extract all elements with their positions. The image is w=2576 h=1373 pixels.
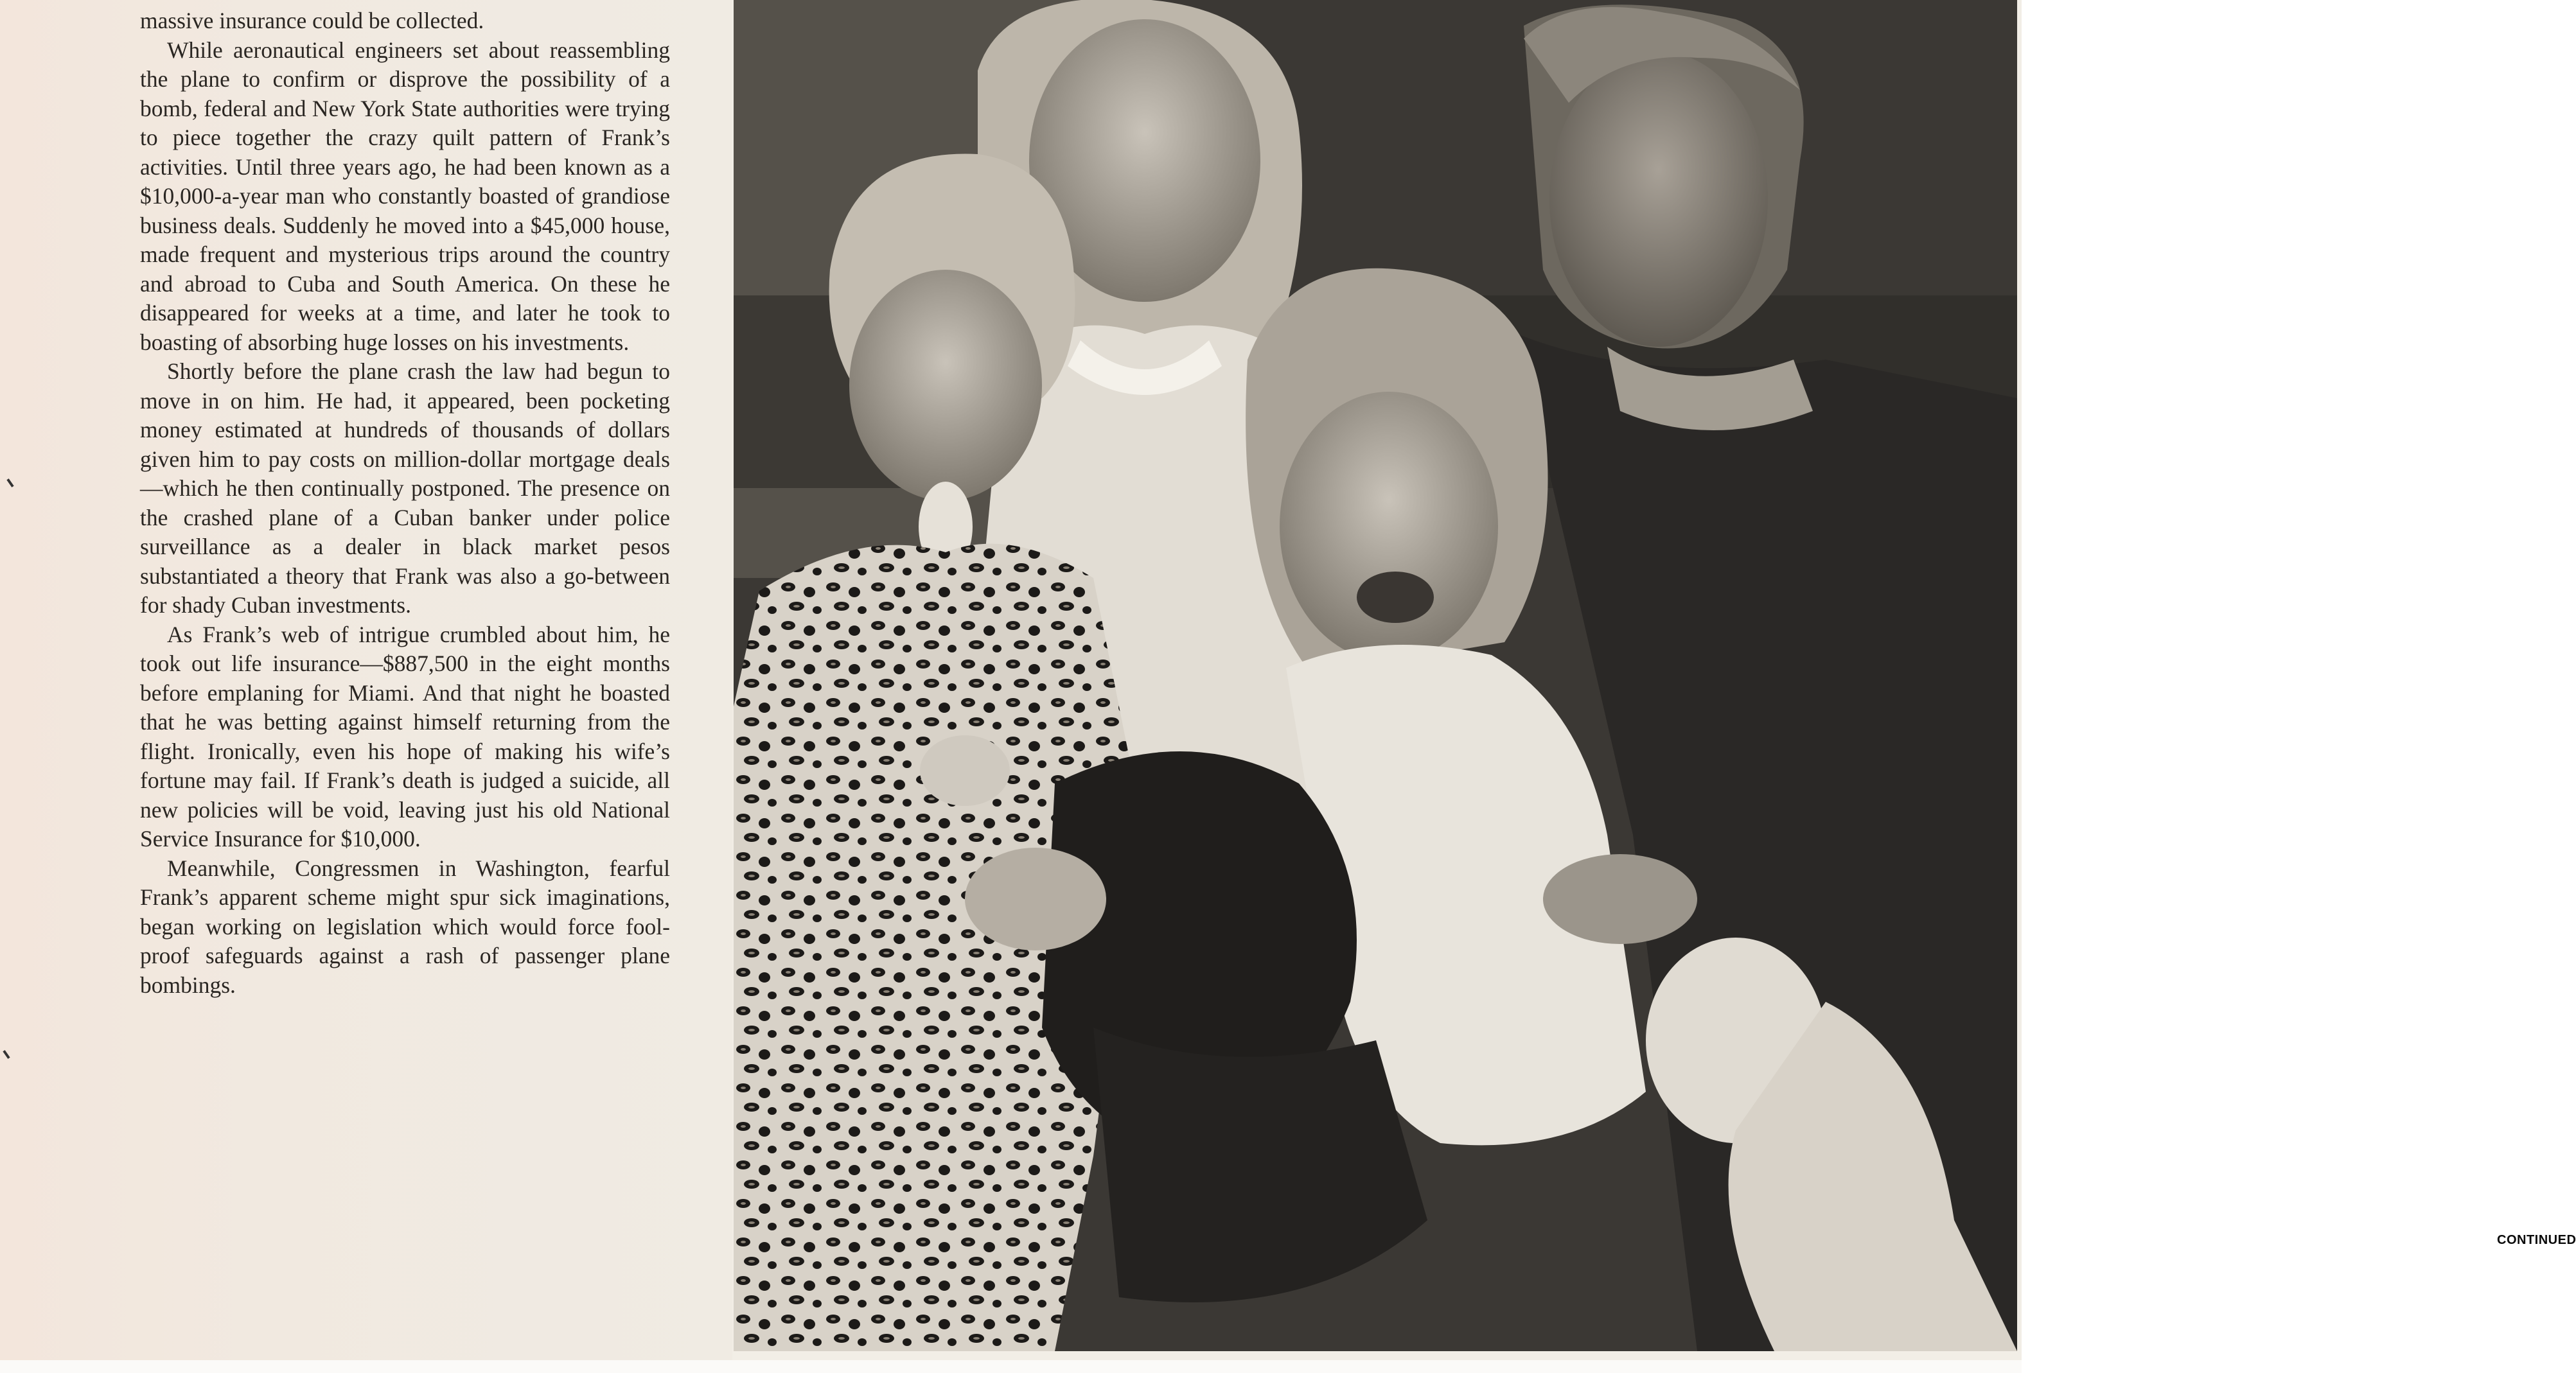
article-paragraph-3: Shortly before the plane crash the law had begun to move in on him. He had, it appeared, been pocketing money estimated at hundreds of thousands of dollars given him to pay costs on million-dollar mortgage deals—which he then continually postponed. The presence on the crashed plane of a Cuban banker under police surveillance as a dealer in black market pesos substantiated a theory that Frank was also a go-between for shady Cuban investments. — [140, 358, 670, 618]
page-edge-mark — [6, 478, 13, 487]
family-photograph — [734, 0, 2576, 1351]
article-paragraph-1: massive insurance could be collected. — [140, 8, 484, 33]
page-edge-mark — [3, 1050, 10, 1059]
article-paragraph-2: While aeronautical engineers set about reassembling the plane to confirm or disprove the possibility of a bomb, federal and New York State authorities were trying to piece together the crazy quilt pattern of Frank’s activities. Until three years ago, he had been known as a $10,000-a-year man who constantly boasted of grandiose business deals. Suddenly he moved into a $45,000 house, made frequent and mysterious trips around the country and abroad to Cuba and South America. On these he disappeared for weeks at a time, and later he took to boasting of absorbing huge losses on his investments. — [140, 37, 670, 355]
photograph-illustration — [734, 0, 2017, 1351]
article-body — [140, 6, 670, 1000]
continued-label: CONTINUED — [2497, 1233, 2576, 1247]
text-column — [0, 0, 732, 1360]
article-paragraph-5: Meanwhile, Congressmen in Washington, fearful Frank’s apparent scheme might spur sick imaginations, began working on legislation which would force fool-proof safeguards against a rash of passenger plane bombings. — [140, 855, 670, 998]
article-paragraph-4: As Frank’s web of intrigue crumbled about him, he took out life insurance—$887,500 in the eight months before emplaning for Miami. And that night he boasted that he was betting against himself returning from the flight. Ironically, even his hope of making his wife’s fortune may fail. If Frank’s death is judged a suicide, all new policies will be void, leaving just his old National Service Insurance for $10,000. — [140, 621, 670, 852]
